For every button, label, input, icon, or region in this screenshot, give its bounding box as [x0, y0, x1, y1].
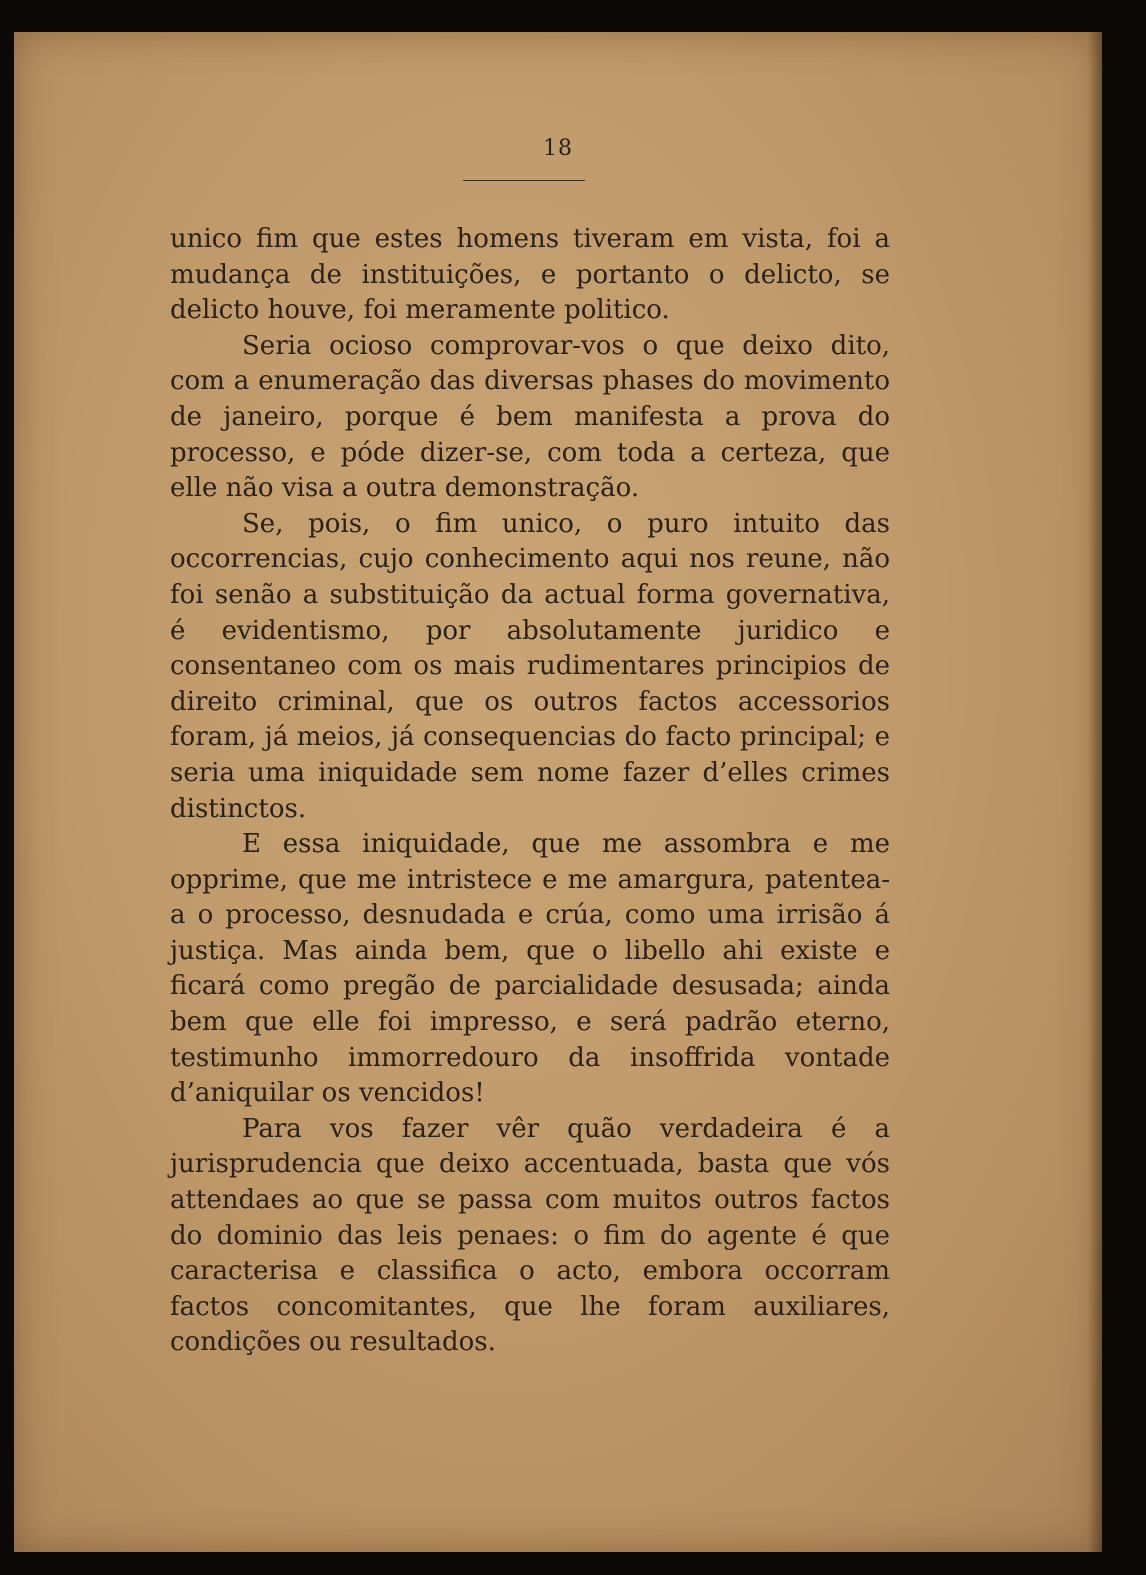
paragraph-5: Para vos fazer vêr quão verdadeira é a jurisprudencia que deixo accentuada, basta que vós attendaes ao que se passa com muitos outros factos do dominio das leis penaes: o fim do agente é que caracterisa e classifica o acto, embora occorram factos concomitantes, que lhe foram auxiliares, condições ou resultados.	[170, 1113, 890, 1358]
header-rule	[463, 180, 585, 181]
paragraph-1: unico fim que estes homens tiveram em vista, foi a mudança de instituições, e portanto o delicto, se delicto houve, foi meramente politico.	[170, 224, 890, 326]
paragraph-3: Se, pois, o fim unico, o puro intuito das occorrencias, cujo conhecimento aqui nos reune, não foi senão a substituição da actual forma governativa, é evidentismo, por absolutamente juridico e consentaneo com os mais rudimentares principios de direito criminal, que os outros factos accessorios foram, já meios, já consequencias do facto principal; e seria uma iniquidade sem nome fazer d’elles crimes distinctos.	[170, 508, 890, 824]
page-edge-shadow	[1088, 32, 1102, 1552]
body-text	[170, 222, 890, 1361]
page-number: 18	[543, 136, 573, 161]
paragraph-2: Seria ocioso comprovar-vos o que deixo dito, com a enumeração das diversas phases do movimento de janeiro, porque é bem manifesta a prova do processo, e póde dizer-se, com toda a certeza, que elle não visa a outra demonstração.	[170, 330, 890, 504]
book-page	[14, 32, 1102, 1552]
paragraph-4: E essa iniquidade, que me assombra e me opprime, que me intristece e me amargura, patentea-a o processo, desnudada e crúa, como uma irrisão á justiça. Mas ainda bem, que o libello ahi existe e ficará como pregão de parcialidade desusada; ainda bem que elle foi impresso, e será padrão eterno, testimunho immorredouro da insoffrida vontade d’aniquilar os vencidos!	[170, 829, 890, 1109]
